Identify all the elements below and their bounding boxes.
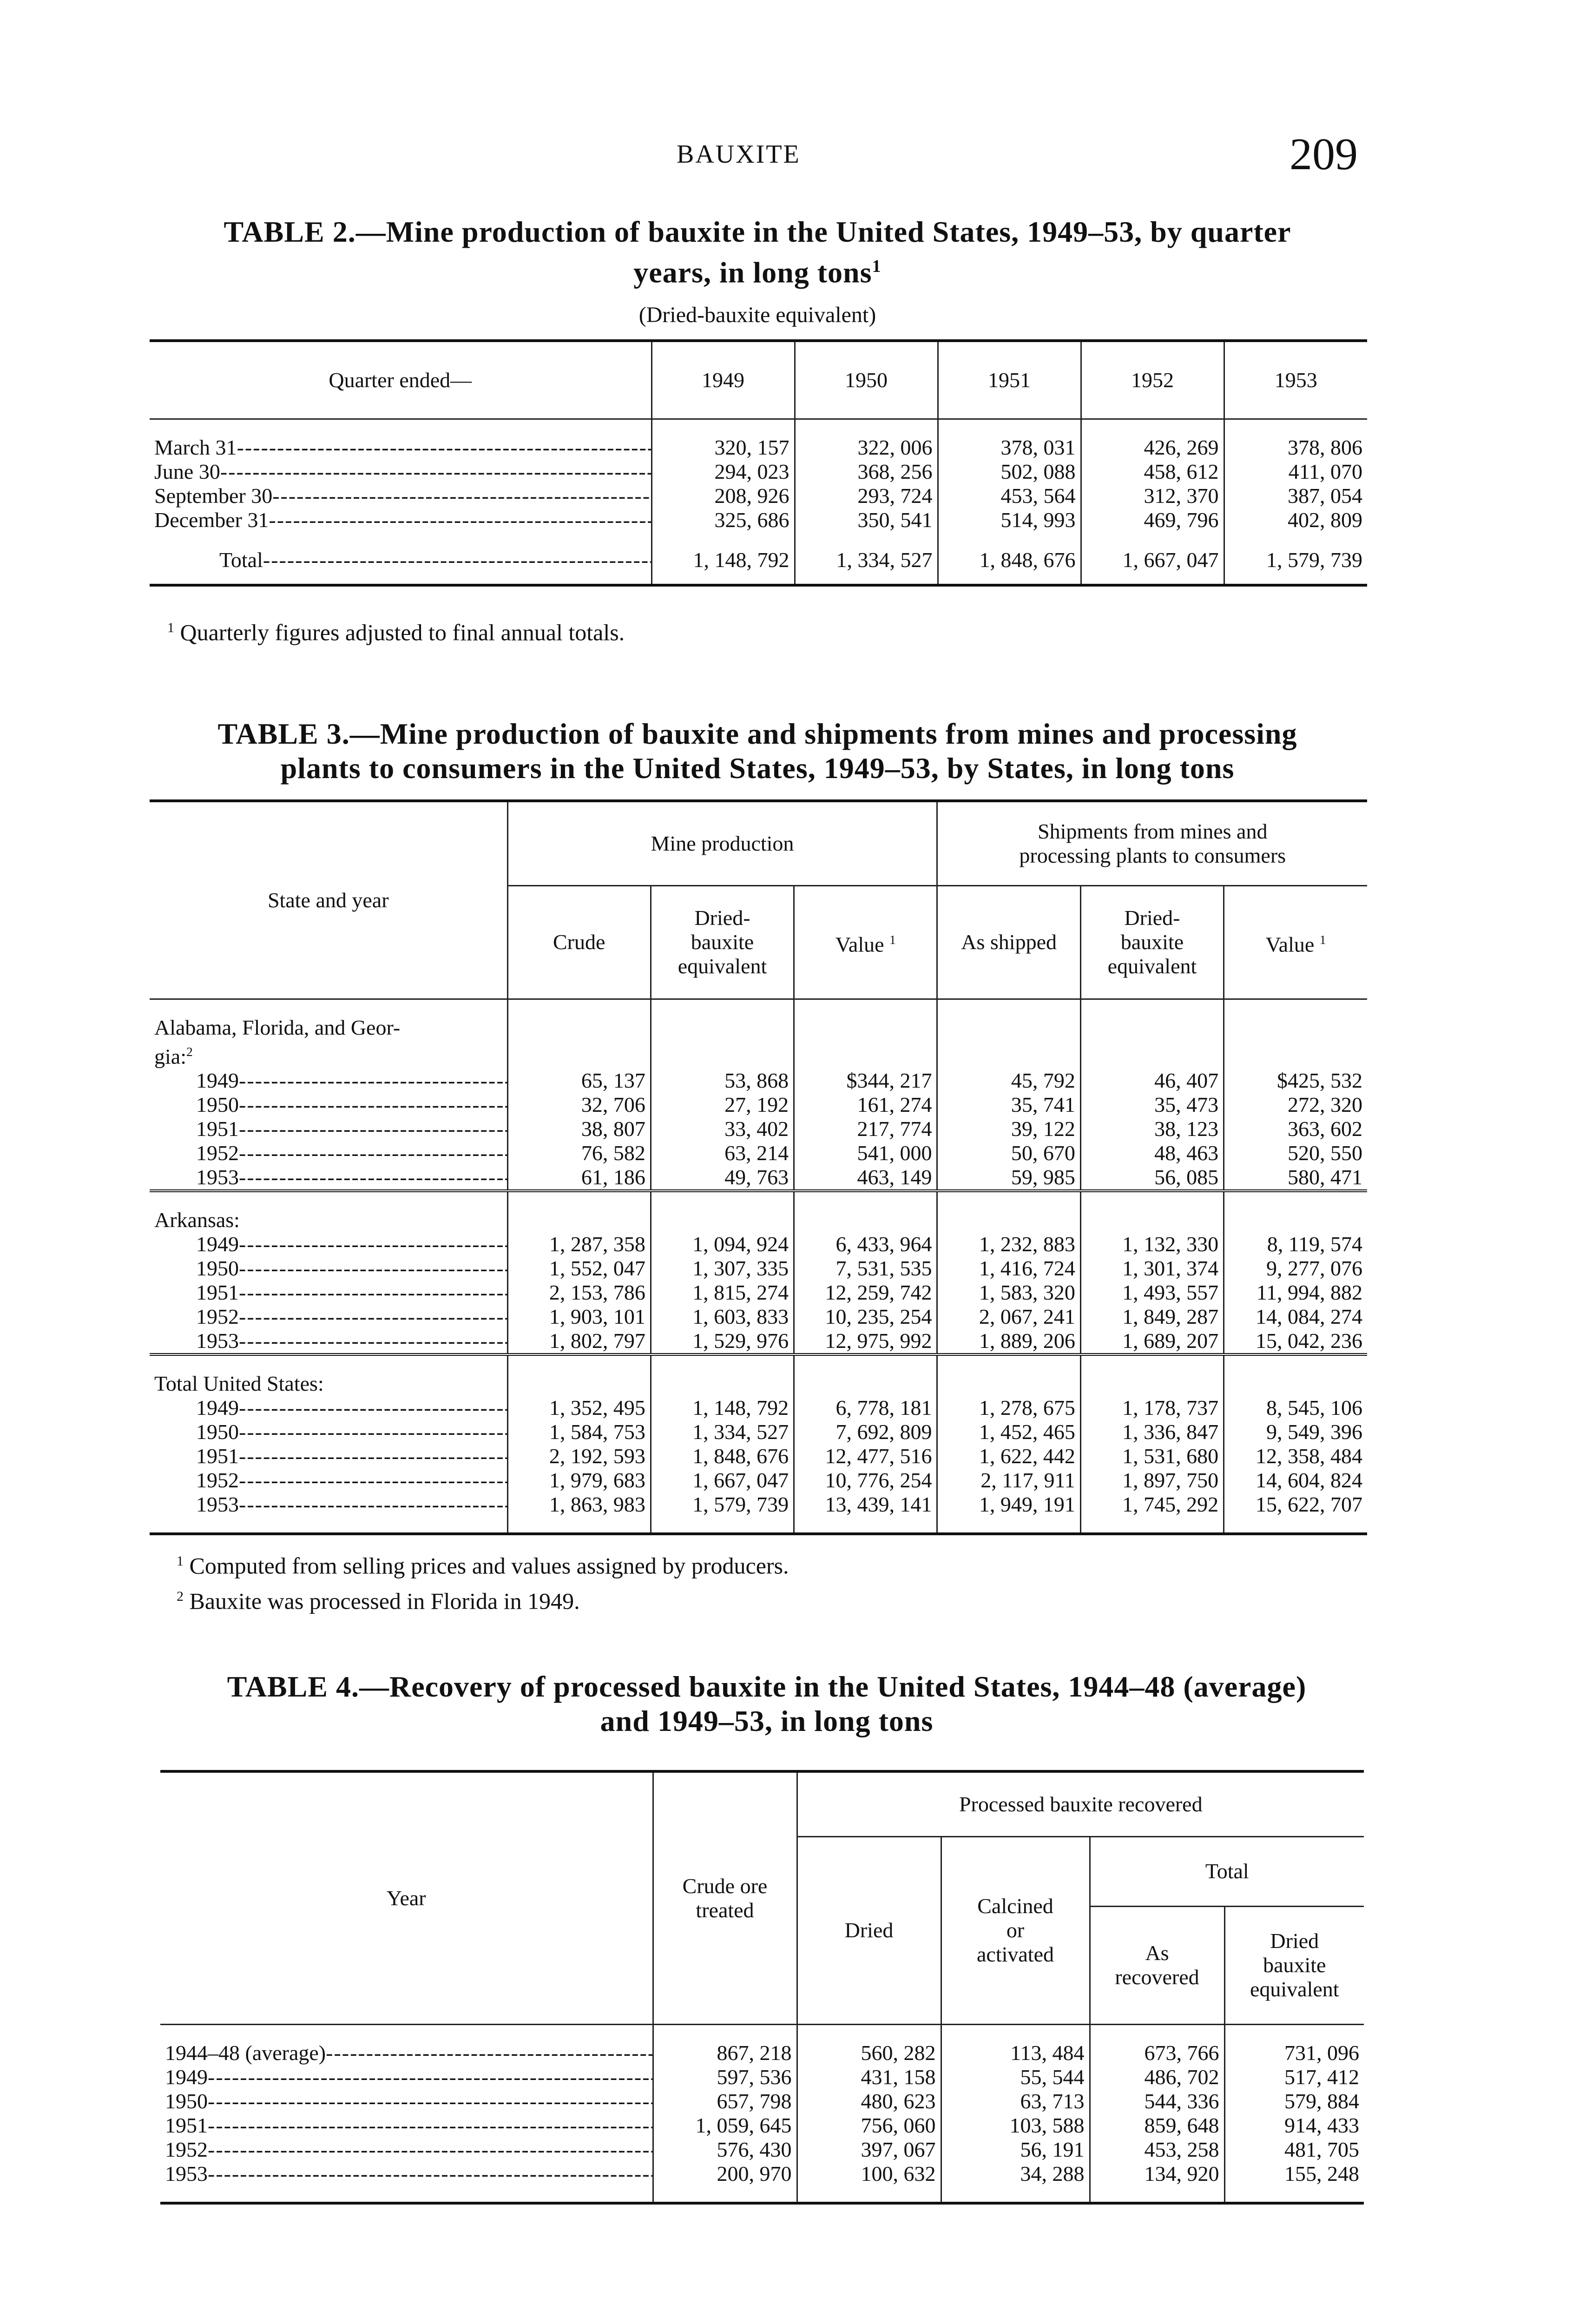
table4-header-dried-equivalent: Dried bauxite equivalent xyxy=(1224,1906,1364,2024)
table-row: December 31 ----- 325, 686 350, 541 514, 993 469, 796 402, 809 xyxy=(150,508,1367,532)
table3-header-value-shipped: Value $^1$ xyxy=(1224,885,1367,999)
table2-title-line1: TABLE 2.—Mine production of bauxite in the United States, 1949–53, by quarter xyxy=(224,215,1291,248)
table4-title-line1: TABLE 4.—Recovery of processed bauxite in the United States, 1944–48 (average) xyxy=(227,1670,1307,1703)
table3-group-shipments: Shipments from mines and processing plants to consumers xyxy=(937,801,1367,885)
table4-header-as-recovered: As recovered xyxy=(1090,1906,1224,2024)
table2-header-year: 1953 xyxy=(1224,341,1367,419)
table3-footnote: $^2$ Bauxite was processed in Florida in 1949. xyxy=(177,1588,580,1614)
table3-header-as-shipped: As shipped xyxy=(937,885,1080,999)
table2-title-footnote-ref: 1 xyxy=(872,257,882,276)
table-row: 1953 ----- 200, 970 100, 632 34, 288 134, 920 155, 248 xyxy=(160,2162,1364,2186)
table-row: 1951 ----- 38, 807 33, 402 217, 774 39, 122 38, 123 363, 602 xyxy=(150,1117,1367,1141)
table-row: June 30 ----- 294, 023 368, 256 502, 088 458, 612 411, 070 xyxy=(150,460,1367,484)
table3-footnotes xyxy=(177,1546,789,1616)
section-label: Total United States: xyxy=(154,1371,324,1395)
section-label-row xyxy=(150,1208,1367,1232)
table4-header-total: Total xyxy=(1090,1836,1364,1906)
section-label-row xyxy=(150,1016,1367,1040)
table3-title-line2: plants to consumers in the United States, 1949–53, by States, in long tons xyxy=(280,752,1235,785)
table-row: 1952 ----- 576, 430 397, 067 56, 191 453, 258 481, 705 xyxy=(160,2138,1364,2162)
table-row: 1950 ----- 32, 706 27, 192 161, 274 35, 741 35, 473 272, 320 xyxy=(150,1093,1367,1117)
table2-title-line2: years, in long tons$^1$ xyxy=(633,256,882,289)
table-row: 1949 ----- 65, 137 53, 868 $344, 217 45, 792 46, 407 $425, 532 xyxy=(150,1069,1367,1093)
running-head: BAUXITE xyxy=(677,140,801,169)
table2-header-year: 1952 xyxy=(1081,341,1224,419)
table-row: 1953 ----- 61, 186 49, 763 463, 149 59, 985 56, 085 580, 471 xyxy=(150,1165,1367,1191)
table3-header-dried-shipped: Dried- bauxite equivalent xyxy=(1080,885,1224,999)
table2-header-year: 1951 xyxy=(938,341,1081,419)
table-row: 1952 ----- 76, 582 63, 214 541, 000 50, 670 48, 463 520, 550 xyxy=(150,1141,1367,1165)
table2 xyxy=(150,339,1367,587)
table-row: 1949 ----- 1, 287, 358 1, 094, 924 6, 433, 964 1, 232, 883 1, 132, 330 8, 119, 574 xyxy=(150,1232,1367,1256)
table4-header-calcined: Calcined or activated xyxy=(941,1836,1090,2024)
table-row: 1950 ----- 1, 552, 047 1, 307, 335 7, 531, 535 1, 416, 724 1, 301, 374 9, 277, 076 xyxy=(150,1256,1367,1281)
table2-subtitle: (Dried-bauxite equivalent) xyxy=(638,303,876,327)
section-label-row xyxy=(150,1372,1367,1396)
table3-header-value: Value $^1$ xyxy=(794,885,937,999)
table2-header-quarter: Quarter ended— xyxy=(150,341,651,419)
table-row: 1952 ----- 1, 979, 683 1, 667, 047 10, 776, 254 2, 117, 911 1, 897, 750 14, 604, 824 xyxy=(150,1468,1367,1492)
table3-footnote: $^1$ Computed from selling prices and values assigned by producers. xyxy=(177,1552,789,1579)
table4-header-dried: Dried xyxy=(797,1836,941,2024)
table-row: 1950 ----- 657, 798 480, 623 63, 713 544, 336 579, 884 xyxy=(160,2089,1364,2113)
table-row: September 30 ----- 208, 926 293, 724 453, 564 312, 370 387, 054 xyxy=(150,484,1367,508)
table4 xyxy=(160,1770,1364,2205)
table3-header-dried: Dried- bauxite equivalent xyxy=(651,885,794,999)
page-number: 209 xyxy=(1290,129,1358,179)
table2-header-year: 1950 xyxy=(795,341,938,419)
table-row: 1950 ----- 1, 584, 753 1, 334, 527 7, 692, 809 1, 452, 465 1, 336, 847 9, 549, 396 xyxy=(150,1420,1367,1444)
total-row: Total ----- 1, 148, 792 1, 334, 527 1, 848, 676 1, 667, 047 1, 579, 739 xyxy=(150,548,1367,585)
table-row: 1951 ----- 1, 059, 645 756, 060 103, 588 859, 648 914, 433 xyxy=(160,2113,1364,2138)
table-row: 1949 ----- 1, 352, 495 1, 148, 792 6, 778, 181 1, 278, 675 1, 178, 737 8, 545, 106 xyxy=(150,1396,1367,1420)
table-row: 1953 ----- 1, 863, 983 1, 579, 739 13, 439, 141 1, 949, 191 1, 745, 292 15, 622, 707 xyxy=(150,1492,1367,1517)
table4-title xyxy=(149,1670,1385,1738)
table-row: March 31 ----- 320, 157 322, 006 378, 031 426, 269 378, 806 xyxy=(150,436,1367,460)
table3-title xyxy=(139,717,1375,786)
table-row: 1951 ----- 2, 192, 593 1, 848, 676 12, 477, 516 1, 622, 442 1, 531, 680 12, 358, 484 xyxy=(150,1444,1367,1468)
table4-group-recovered: Processed bauxite recovered xyxy=(797,1771,1364,1836)
table2-header-year: 1949 xyxy=(651,341,795,419)
table-row: 1952 ----- 1, 903, 101 1, 603, 833 10, 235, 254 2, 067, 241 1, 849, 287 14, 084, 274 xyxy=(150,1305,1367,1329)
table2-title xyxy=(139,215,1375,290)
table3-group-mine-production: Mine production xyxy=(507,801,937,885)
table3-header-crude: Crude xyxy=(507,885,651,999)
section-label: Alabama, Florida, and Geor- xyxy=(154,1015,401,1039)
table2-footnote: $^1$ Quarterly figures adjusted to final annual totals. xyxy=(167,619,625,646)
table4-header-crude-ore: Crude ore treated xyxy=(653,1771,797,2024)
section-label-row: gia:$^2$ xyxy=(150,1040,1367,1069)
table-row: 1949 ----- 597, 536 431, 158 55, 544 486, 702 517, 412 xyxy=(160,2065,1364,2089)
section-label: Arkansas: xyxy=(154,1208,240,1232)
table3 xyxy=(150,799,1367,1535)
table-row: 1953 ----- 1, 802, 797 1, 529, 976 12, 975, 992 1, 889, 206 1, 689, 207 15, 042, 236 xyxy=(150,1329,1367,1354)
table3-title-line1: TABLE 3.—Mine production of bauxite and shipments from mines and processing xyxy=(217,717,1297,750)
table3-stub-header: State and year xyxy=(150,801,507,999)
table4-title-line2: and 1949–53, in long tons xyxy=(600,1704,934,1737)
table-row: 1944–48 (average) ----- 867, 218 560, 282 113, 484 673, 766 731, 096 xyxy=(160,2041,1364,2065)
table-row: 1951 ----- 2, 153, 786 1, 815, 274 12, 259, 742 1, 583, 320 1, 493, 557 11, 994, 882 xyxy=(150,1281,1367,1305)
table4-stub-header: Year xyxy=(160,1771,653,2024)
